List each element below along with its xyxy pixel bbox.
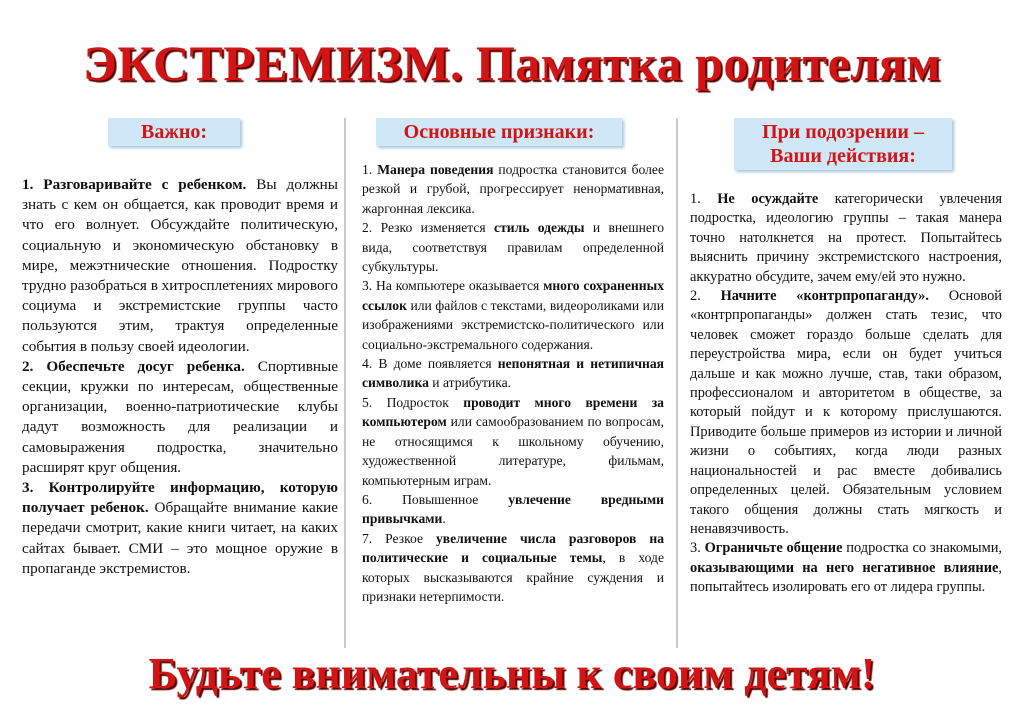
column-divider (676, 118, 678, 648)
footer-slogan: Будьте внимательны к своим детям! (148, 649, 876, 698)
list-item: 5. Подросток проводит много времени за компьютером или самообразованием по вопросам, не относящимся к школьному обучению, художественной литературе, фильмам, компьютерным играм. (362, 394, 664, 488)
list-item: 1. Не осуждайте категорически увлечения подростка, идеологию группы – такая манера точно натолкнется на протест. Попытайтесь выяснить причину экстремистского настроения, аккуратно обсудите, зачем ему/ей это нужно. (690, 191, 1002, 285)
list-item: 4. В доме появляется непонятная и нетипичная символика и атрибутика. (362, 356, 664, 391)
list-item: 7. Резкое увеличение числа разговоров на политические и социальные темы, в ходе которых высказываются крайние суждения и признаки нетерпимости. (362, 530, 665, 604)
list-item: 6. Повышенное увлечение вредными привычками. (362, 491, 664, 527)
list-item: 1. Манера поведения подростка становится более резкой и грубой, прогрессирует ненормативная, жаргонная лексика. (362, 162, 664, 216)
column-body (22, 175, 338, 579)
list-item: 3. На компьютере оказывается много сохраненных ссылок или файлов с текстами, видеороликами или изображениями экстремистско-политического или социально-экстремального содержания. (362, 278, 665, 352)
list-item: 1. Разговаривайте с ребенком. Вы должны знать с кем он общается, как проводит время и что его волнует. Обсуждайте политическую, социальную и экономическую обстановку в мире, межэтнические отношения. Подростку трудно разобраться в хитросплетениях мирового социума и экстремистские группы часто пользуются этим, трактуя определенные события в пользу своей идеологии. (22, 176, 339, 355)
list-item: 2. Обеспечьте досуг ребенка. Спортивные секции, кружки по интересам, общественные организации, военно-патриотические клубы дадут возможность для реализации и самовыражения подростка, значительно расширят круг общения. (22, 357, 338, 476)
column-body (690, 190, 1002, 598)
column-header: Важно: (108, 118, 240, 146)
page-title: ЭКСТРЕМИЗМ. Памятка родителям (83, 35, 941, 91)
list-item: 3. Контролируйте информацию, которую получает ребенок. Обращайте внимание какие передачи смотрит, какие книги читает, на каких сайтах бывает. СМИ – это мощное оружие в пропаганде экстремистов. (22, 479, 338, 577)
list-item: 2. Резко изменяется стиль одежды и внешнего вида, соответствуя правилам определенной субкультуры. (362, 220, 664, 275)
column-header: Основные признаки: (376, 118, 622, 146)
column-divider (344, 118, 346, 648)
column-body (362, 160, 664, 606)
column-header: При подозрении – Ваши действия: (734, 118, 952, 170)
list-item: 2. Начните «контрпропаганду». Основой «контрпропаганды» должен стать тезис, что человек сможет гораздо больше сделать для переустройства мира, если он будет учиться дальше и как можно лучше, став, таки образом, профессионалом и авторитетом в обществе, за который пойдут и к которому прислушаются. Приводите больше примеров из истории и личной жизни о событиях, когда люди разных национальностей и рас вместе добивались определенных целей. Обязательным условием такого общения должны стать мягкость и ненавязчивость. (690, 288, 1002, 537)
list-item: 3. Ограничьте общение подростка со знакомыми, оказывающими на него негативное влияние, попытайтесь изолировать его от лидера группы. (690, 540, 1002, 596)
